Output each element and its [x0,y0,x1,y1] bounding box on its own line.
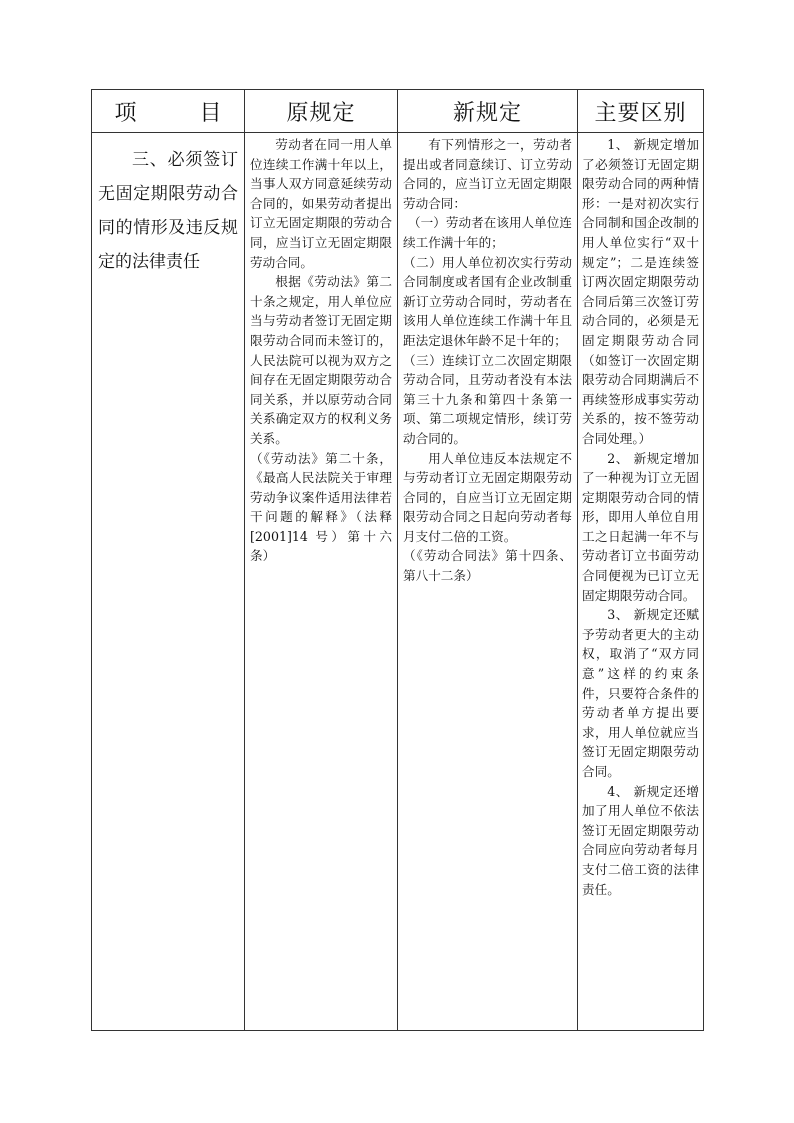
old-rule-paragraph-1: 劳动者在同一用人单位连续工作满十年以上，当事人双方同意延续劳动合同的，如果劳动者提出订立无固定期限的劳动合同，应当订立无固定期限劳动合同。 [250,137,392,270]
difference-point-4: 4、 新规定还增加了用人单位不依法签订无固定期限劳动合同应向劳动者每月支付二倍工资的法律责任。 [582,783,699,897]
difference-point-2: 2、 新规定增加了一种视为订立无固定期限劳动合同的情形，即用人单位自用工之日起满一年不与劳动者订立书面劳动合同便视为已订立无固定期限劳动合同。 [582,450,699,603]
header-row [92,90,704,133]
item-cell [92,133,245,1031]
header-old-rule: 原规定 [245,90,398,133]
difference-cell [578,133,704,1031]
item-title: 三、必须签订无固定期限劳动合同的情形及违反规定的法律责任 [98,150,238,272]
new-rule-source: （《劳动合同法》第十四条、第八十二条） [403,548,572,584]
old-rule-source: （《劳动法》第二十条，《最高人民法院关于审理劳动争议案件适用法律若干问题的解释》（法释[2001]14 号）第十六条） [250,450,392,564]
new-rule-paragraph-1: 有下列情形之一，劳动者提出或者同意续订、订立劳动合同的，应当订立无固定期限劳动合同： [403,137,572,211]
new-rule-paragraph-2: 用人单位违反本法规定不与劳动者订立无固定期限劳动合同的，自应当订立无固定期限劳动合同之日起向劳动者每月支付二倍的工资。 [403,450,572,544]
difference-point-3: 3、 新规定还赋予劳动者更大的主动权，取消了“双方同意”这样的约束条件，只要符合条件的劳动者单方提出要求，用人单位就应当签订无固定期限劳动合同。 [582,607,699,779]
difference-point-1: 1、 新规定增加了必须签订无固定期限劳动合同的两种情形：一是对初次实行合同制和国企改制的用人单位实行“双十规定”；二是连续签订两次固定期限劳动合同后第三次签订劳动合同的，必须是无固定期限劳动合同（如签订一次固定期限劳动合同期满后不再续签形成事实劳动关系的，按不签劳动合同处理。） [582,137,699,446]
comparison-table [91,89,704,1031]
header-new-rule: 新规定 [398,90,578,133]
old-rule-cell [245,133,398,1031]
old-rule-paragraph-2: 根据《劳动法》第二十条之规定，用人单位应当与劳动者签订无固定期限劳动合同而未签订的，人民法院可以视为双方之间存在无固定期限劳动合同关系，并以原劳动合同关系确定双方的权利义务关系。 [250,274,392,446]
new-rule-cell [398,133,578,1031]
header-item: 项 目 [92,90,245,133]
header-main-difference: 主要区别 [578,90,704,133]
new-rule-item-1: （一）劳动者在该用人单位连续工作满十年的； [403,215,572,250]
new-rule-item-3: （三）连续订立二次固定期限劳动合同，且劳动者没有本法第三十九条和第四十条第一项、第二项规定情形，续订劳动合同的。 [403,352,572,446]
new-rule-item-2: （二）用人单位初次实行劳动合同制度或者国有企业改制重新订立劳动合同时，劳动者在该用人单位连续工作满十年且距法定退休年龄不足十年的； [403,254,572,348]
table-row [92,133,704,1031]
